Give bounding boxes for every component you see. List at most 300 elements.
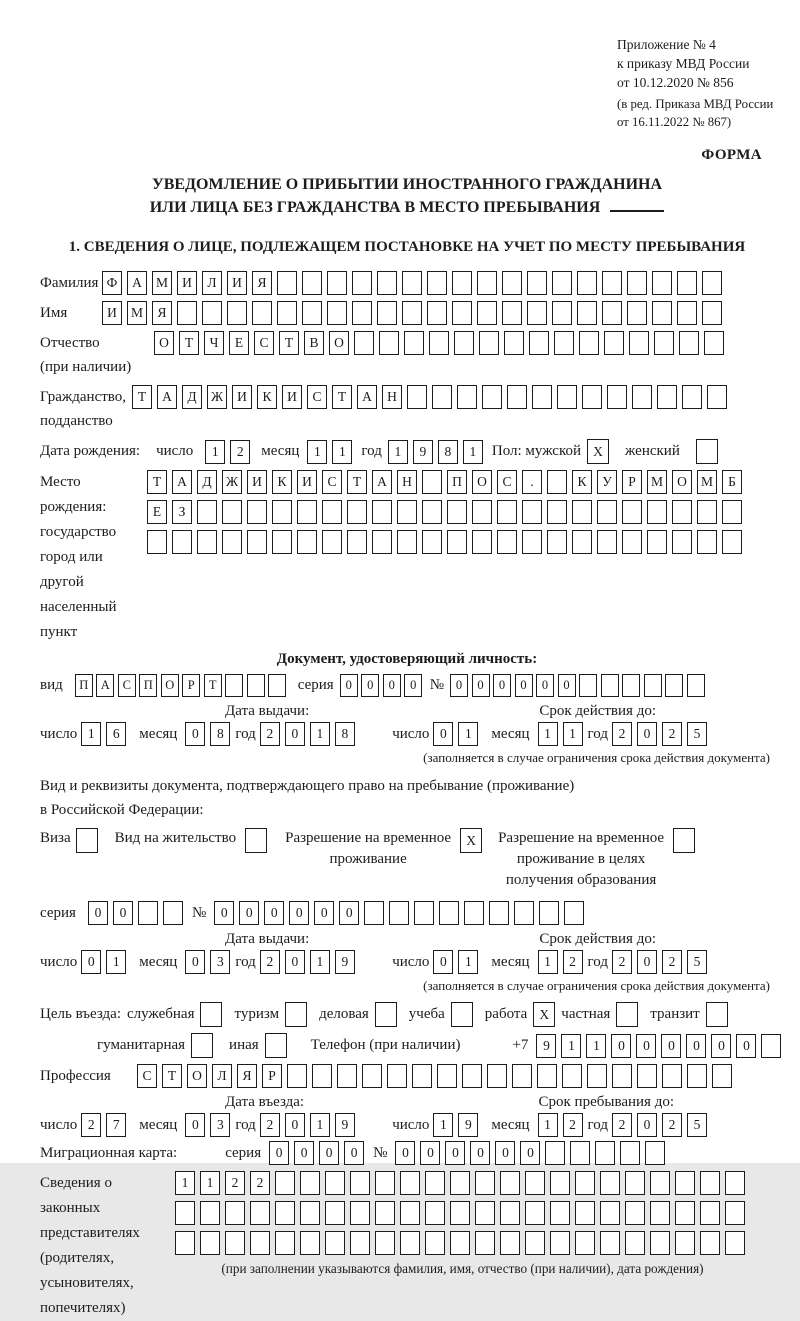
char-box[interactable]: 0 (472, 674, 490, 697)
char-box[interactable]: 0 (395, 1141, 415, 1165)
char-box[interactable] (607, 385, 627, 409)
char-box[interactable] (550, 1171, 570, 1195)
char-box[interactable] (302, 271, 322, 295)
char-box[interactable]: 0 (285, 950, 305, 974)
checkbox[interactable] (673, 828, 695, 853)
char-box[interactable] (712, 1064, 732, 1088)
stay-month[interactable] (538, 1113, 588, 1137)
char-box[interactable]: Н (397, 470, 417, 494)
char-box[interactable] (645, 1141, 665, 1165)
char-box[interactable]: О (472, 470, 492, 494)
char-box[interactable] (163, 901, 183, 925)
char-box[interactable]: С (322, 470, 342, 494)
char-box[interactable] (722, 500, 742, 524)
char-box[interactable]: 2 (260, 1113, 280, 1137)
char-box[interactable] (247, 674, 265, 697)
char-box[interactable]: 1 (205, 440, 225, 464)
char-box[interactable] (665, 674, 683, 697)
char-box[interactable] (400, 1201, 420, 1225)
char-box[interactable]: 5 (687, 1113, 707, 1137)
char-box[interactable] (502, 301, 522, 325)
birth-month-boxes[interactable] (307, 440, 357, 464)
char-box[interactable] (497, 500, 517, 524)
char-box[interactable] (482, 385, 502, 409)
char-box[interactable]: Ж (207, 385, 227, 409)
char-box[interactable] (525, 1231, 545, 1255)
char-box[interactable]: 0 (558, 674, 576, 697)
char-box[interactable]: 0 (520, 1141, 540, 1165)
char-box[interactable] (644, 674, 662, 697)
char-box[interactable] (452, 271, 472, 295)
char-box[interactable] (300, 1171, 320, 1195)
checkbox[interactable]: X (587, 439, 609, 464)
char-box[interactable] (177, 301, 197, 325)
entry-month[interactable] (185, 1113, 235, 1137)
char-box[interactable] (500, 1201, 520, 1225)
char-box[interactable]: Я (252, 271, 272, 295)
char-box[interactable] (532, 385, 552, 409)
permit-issue-day[interactable] (81, 950, 131, 974)
char-box[interactable] (554, 331, 574, 355)
char-box[interactable] (200, 1201, 220, 1225)
char-box[interactable] (197, 500, 217, 524)
profession-boxes[interactable] (137, 1064, 737, 1088)
char-box[interactable] (247, 500, 267, 524)
char-box[interactable]: К (572, 470, 592, 494)
char-box[interactable] (612, 1064, 632, 1088)
char-box[interactable]: Р (622, 470, 642, 494)
char-box[interactable]: М (127, 301, 147, 325)
char-box[interactable]: 0 (493, 674, 511, 697)
purpose-private-checkbox[interactable] (616, 1002, 638, 1027)
char-box[interactable] (422, 500, 442, 524)
char-box[interactable] (537, 1064, 557, 1088)
checkbox[interactable] (265, 1033, 287, 1058)
char-box[interactable] (350, 1171, 370, 1195)
char-box[interactable] (432, 385, 452, 409)
char-box[interactable]: 1 (310, 722, 330, 746)
char-box[interactable] (389, 901, 409, 925)
char-box[interactable] (725, 1171, 745, 1195)
char-box[interactable]: 0 (736, 1034, 756, 1058)
char-box[interactable] (379, 331, 399, 355)
checkbox[interactable] (706, 1002, 728, 1027)
char-box[interactable] (472, 530, 492, 554)
permit-valid-year[interactable] (612, 950, 712, 974)
char-box[interactable] (437, 1064, 457, 1088)
char-box[interactable]: Е (147, 500, 167, 524)
char-box[interactable] (402, 271, 422, 295)
char-box[interactable] (337, 1064, 357, 1088)
doc-issue-year[interactable] (260, 722, 360, 746)
char-box[interactable]: Б (722, 470, 742, 494)
char-box[interactable] (582, 385, 602, 409)
char-box[interactable]: 2 (662, 950, 682, 974)
char-box[interactable]: 2 (662, 722, 682, 746)
checkbox[interactable] (200, 1002, 222, 1027)
char-box[interactable] (372, 500, 392, 524)
purpose-official-checkbox[interactable] (200, 1002, 222, 1027)
char-box[interactable] (275, 1201, 295, 1225)
char-box[interactable] (625, 1201, 645, 1225)
char-box[interactable]: 0 (711, 1034, 731, 1058)
char-box[interactable] (462, 1064, 482, 1088)
char-box[interactable] (277, 301, 297, 325)
permit-number-boxes[interactable] (214, 901, 589, 925)
char-box[interactable] (675, 1171, 695, 1195)
char-box[interactable] (175, 1231, 195, 1255)
char-box[interactable]: Л (202, 271, 222, 295)
char-box[interactable] (575, 1231, 595, 1255)
char-box[interactable]: 1 (307, 440, 327, 464)
char-box[interactable] (600, 1171, 620, 1195)
char-box[interactable] (352, 301, 372, 325)
char-box[interactable] (300, 1231, 320, 1255)
char-box[interactable]: 0 (285, 1113, 305, 1137)
char-box[interactable] (702, 301, 722, 325)
char-box[interactable]: 1 (538, 722, 558, 746)
char-box[interactable] (577, 271, 597, 295)
birth-place-row-2[interactable] (147, 500, 747, 524)
char-box[interactable]: С (254, 331, 274, 355)
char-box[interactable]: 8 (210, 722, 230, 746)
char-box[interactable] (350, 1201, 370, 1225)
checkbox[interactable] (285, 1002, 307, 1027)
char-box[interactable] (375, 1201, 395, 1225)
char-box[interactable]: . (522, 470, 542, 494)
checkbox[interactable]: X (533, 1002, 555, 1027)
char-box[interactable]: 0 (470, 1141, 490, 1165)
purpose-study-checkbox[interactable] (451, 1002, 473, 1027)
char-box[interactable]: Н (382, 385, 402, 409)
char-box[interactable] (400, 1231, 420, 1255)
char-box[interactable]: 0 (185, 1113, 205, 1137)
char-box[interactable] (562, 1064, 582, 1088)
char-box[interactable] (650, 1201, 670, 1225)
permit-series-boxes[interactable] (88, 901, 188, 925)
char-box[interactable]: 1 (200, 1171, 220, 1195)
char-box[interactable] (325, 1231, 345, 1255)
char-box[interactable] (507, 385, 527, 409)
char-box[interactable]: Т (179, 331, 199, 355)
char-box[interactable] (504, 331, 524, 355)
char-box[interactable]: 3 (210, 950, 230, 974)
char-box[interactable] (268, 674, 286, 697)
char-box[interactable] (402, 301, 422, 325)
char-box[interactable] (650, 1231, 670, 1255)
char-box[interactable] (202, 301, 222, 325)
char-box[interactable]: 2 (662, 1113, 682, 1137)
char-box[interactable]: М (152, 271, 172, 295)
char-box[interactable] (225, 1201, 245, 1225)
char-box[interactable]: С (307, 385, 327, 409)
char-box[interactable] (570, 1141, 590, 1165)
char-box[interactable]: 9 (413, 440, 433, 464)
char-box[interactable]: А (357, 385, 377, 409)
char-box[interactable] (622, 500, 642, 524)
char-box[interactable]: О (161, 674, 179, 697)
char-box[interactable] (457, 385, 477, 409)
char-box[interactable] (620, 1141, 640, 1165)
char-box[interactable] (702, 271, 722, 295)
char-box[interactable] (475, 1171, 495, 1195)
char-box[interactable]: 1 (81, 722, 101, 746)
char-box[interactable] (627, 301, 647, 325)
char-box[interactable] (525, 1171, 545, 1195)
char-box[interactable] (700, 1231, 720, 1255)
char-box[interactable] (447, 500, 467, 524)
char-box[interactable]: 0 (314, 901, 334, 925)
char-box[interactable] (675, 1231, 695, 1255)
char-box[interactable]: 0 (383, 674, 401, 697)
char-box[interactable] (250, 1201, 270, 1225)
char-box[interactable]: 1 (586, 1034, 606, 1058)
doc-valid-month[interactable] (538, 722, 588, 746)
char-box[interactable]: 1 (563, 722, 583, 746)
char-box[interactable] (629, 331, 649, 355)
char-box[interactable] (725, 1201, 745, 1225)
char-box[interactable] (447, 530, 467, 554)
char-box[interactable] (700, 1171, 720, 1195)
char-box[interactable] (550, 1231, 570, 1255)
phone-boxes[interactable] (536, 1034, 786, 1058)
char-box[interactable] (429, 331, 449, 355)
representatives-row-1[interactable] (175, 1171, 750, 1195)
char-box[interactable]: 0 (319, 1141, 339, 1165)
char-box[interactable] (500, 1171, 520, 1195)
char-box[interactable]: Ф (102, 271, 122, 295)
char-box[interactable]: 5 (687, 950, 707, 974)
char-box[interactable]: 0 (636, 1034, 656, 1058)
char-box[interactable] (497, 530, 517, 554)
char-box[interactable]: 2 (250, 1171, 270, 1195)
patronymic-boxes[interactable] (154, 331, 729, 355)
char-box[interactable] (347, 500, 367, 524)
char-box[interactable] (489, 901, 509, 925)
char-box[interactable]: Е (229, 331, 249, 355)
char-box[interactable] (414, 901, 434, 925)
char-box[interactable] (425, 1201, 445, 1225)
char-box[interactable]: А (172, 470, 192, 494)
char-box[interactable]: 0 (637, 950, 657, 974)
char-box[interactable] (425, 1171, 445, 1195)
char-box[interactable] (650, 1171, 670, 1195)
char-box[interactable] (679, 331, 699, 355)
char-box[interactable]: Р (182, 674, 200, 697)
permit-valid-day[interactable] (433, 950, 483, 974)
citizenship-boxes[interactable] (132, 385, 732, 409)
char-box[interactable]: А (127, 271, 147, 295)
char-box[interactable] (647, 500, 667, 524)
char-box[interactable] (147, 530, 167, 554)
char-box[interactable] (250, 1231, 270, 1255)
char-box[interactable] (522, 530, 542, 554)
char-box[interactable] (172, 530, 192, 554)
char-box[interactable] (375, 1231, 395, 1255)
char-box[interactable]: П (75, 674, 93, 697)
char-box[interactable]: 2 (612, 1113, 632, 1137)
char-box[interactable] (397, 500, 417, 524)
char-box[interactable] (677, 271, 697, 295)
char-box[interactable]: 0 (239, 901, 259, 925)
char-box[interactable]: 0 (269, 1141, 289, 1165)
char-box[interactable] (479, 331, 499, 355)
checkbox[interactable] (616, 1002, 638, 1027)
char-box[interactable]: 0 (536, 674, 554, 697)
checkbox[interactable]: X (460, 828, 482, 853)
char-box[interactable] (450, 1201, 470, 1225)
checkbox[interactable] (245, 828, 267, 853)
char-box[interactable]: Т (162, 1064, 182, 1088)
char-box[interactable] (602, 301, 622, 325)
doc-series-boxes[interactable] (340, 674, 426, 697)
char-box[interactable] (222, 530, 242, 554)
char-box[interactable] (575, 1171, 595, 1195)
char-box[interactable]: П (447, 470, 467, 494)
permit-issue-month[interactable] (185, 950, 235, 974)
char-box[interactable] (600, 1231, 620, 1255)
char-box[interactable] (637, 1064, 657, 1088)
char-box[interactable] (454, 331, 474, 355)
checkbox[interactable] (191, 1033, 213, 1058)
char-box[interactable] (450, 1171, 470, 1195)
char-box[interactable] (477, 301, 497, 325)
char-box[interactable] (632, 385, 652, 409)
char-box[interactable]: И (177, 271, 197, 295)
migration-series-boxes[interactable] (269, 1141, 369, 1165)
doc-type-boxes[interactable] (75, 674, 290, 697)
char-box[interactable] (512, 1064, 532, 1088)
char-box[interactable]: 8 (335, 722, 355, 746)
char-box[interactable]: 0 (344, 1141, 364, 1165)
char-box[interactable] (227, 301, 247, 325)
char-box[interactable] (502, 271, 522, 295)
char-box[interactable] (375, 1171, 395, 1195)
char-box[interactable]: А (157, 385, 177, 409)
char-box[interactable] (572, 530, 592, 554)
char-box[interactable]: 1 (310, 950, 330, 974)
residence-permit-checkbox[interactable] (245, 828, 267, 853)
char-box[interactable] (522, 500, 542, 524)
char-box[interactable]: 1 (538, 1113, 558, 1137)
permit-valid-month[interactable] (538, 950, 588, 974)
char-box[interactable]: 0 (637, 722, 657, 746)
purpose-other-checkbox[interactable] (265, 1033, 287, 1058)
char-box[interactable]: Р (262, 1064, 282, 1088)
char-box[interactable]: 0 (515, 674, 533, 697)
representatives-row-2[interactable] (175, 1201, 750, 1225)
char-box[interactable]: 1 (388, 440, 408, 464)
char-box[interactable] (350, 1231, 370, 1255)
char-box[interactable]: 0 (340, 674, 358, 697)
char-box[interactable] (364, 901, 384, 925)
char-box[interactable] (377, 271, 397, 295)
char-box[interactable]: С (497, 470, 517, 494)
char-box[interactable]: Т (332, 385, 352, 409)
char-box[interactable] (347, 530, 367, 554)
char-box[interactable]: 0 (686, 1034, 706, 1058)
char-box[interactable] (557, 385, 577, 409)
char-box[interactable] (222, 500, 242, 524)
char-box[interactable] (247, 530, 267, 554)
char-box[interactable] (452, 301, 472, 325)
char-box[interactable] (472, 500, 492, 524)
char-box[interactable] (595, 1141, 615, 1165)
char-box[interactable] (687, 674, 705, 697)
char-box[interactable]: 1 (106, 950, 126, 974)
char-box[interactable] (597, 500, 617, 524)
char-box[interactable] (422, 530, 442, 554)
doc-issue-day[interactable] (81, 722, 131, 746)
char-box[interactable] (372, 530, 392, 554)
char-box[interactable]: 1 (458, 722, 478, 746)
char-box[interactable]: 0 (420, 1141, 440, 1165)
char-box[interactable]: У (597, 470, 617, 494)
char-box[interactable] (225, 674, 243, 697)
temp-permit-checkbox[interactable] (460, 828, 482, 853)
char-box[interactable] (377, 301, 397, 325)
edu-permit-checkbox[interactable] (673, 828, 695, 853)
char-box[interactable] (657, 385, 677, 409)
char-box[interactable]: 1 (561, 1034, 581, 1058)
char-box[interactable] (487, 1064, 507, 1088)
sex-female-checkbox[interactable] (696, 439, 718, 464)
char-box[interactable] (272, 500, 292, 524)
char-box[interactable] (272, 530, 292, 554)
entry-year[interactable] (260, 1113, 360, 1137)
given-name-boxes[interactable] (102, 301, 727, 325)
char-box[interactable]: Ж (222, 470, 242, 494)
char-box[interactable]: Я (152, 301, 172, 325)
surname-boxes[interactable] (102, 271, 727, 295)
char-box[interactable] (564, 901, 584, 925)
char-box[interactable] (601, 674, 619, 697)
char-box[interactable] (652, 301, 672, 325)
char-box[interactable]: 0 (214, 901, 234, 925)
char-box[interactable] (302, 301, 322, 325)
char-box[interactable]: 9 (536, 1034, 556, 1058)
char-box[interactable] (427, 271, 447, 295)
char-box[interactable]: М (697, 470, 717, 494)
birth-day-boxes[interactable] (205, 440, 255, 464)
char-box[interactable]: 0 (185, 950, 205, 974)
char-box[interactable]: О (672, 470, 692, 494)
char-box[interactable] (707, 385, 727, 409)
entry-day[interactable] (81, 1113, 131, 1137)
char-box[interactable] (525, 1201, 545, 1225)
char-box[interactable] (475, 1231, 495, 1255)
sex-male-checkbox[interactable] (587, 439, 609, 464)
char-box[interactable] (552, 301, 572, 325)
char-box[interactable] (761, 1034, 781, 1058)
char-box[interactable] (300, 1201, 320, 1225)
char-box[interactable]: 0 (264, 901, 284, 925)
char-box[interactable]: 0 (185, 722, 205, 746)
char-box[interactable] (597, 530, 617, 554)
checkbox[interactable] (696, 439, 718, 464)
char-box[interactable] (654, 331, 674, 355)
char-box[interactable]: 5 (687, 722, 707, 746)
char-box[interactable]: О (154, 331, 174, 355)
char-box[interactable] (577, 301, 597, 325)
char-box[interactable] (252, 301, 272, 325)
char-box[interactable]: И (232, 385, 252, 409)
purpose-work-checkbox[interactable] (533, 1002, 555, 1027)
birth-place-row-3[interactable] (147, 530, 747, 554)
char-box[interactable] (425, 1231, 445, 1255)
char-box[interactable] (704, 331, 724, 355)
char-box[interactable] (552, 271, 572, 295)
